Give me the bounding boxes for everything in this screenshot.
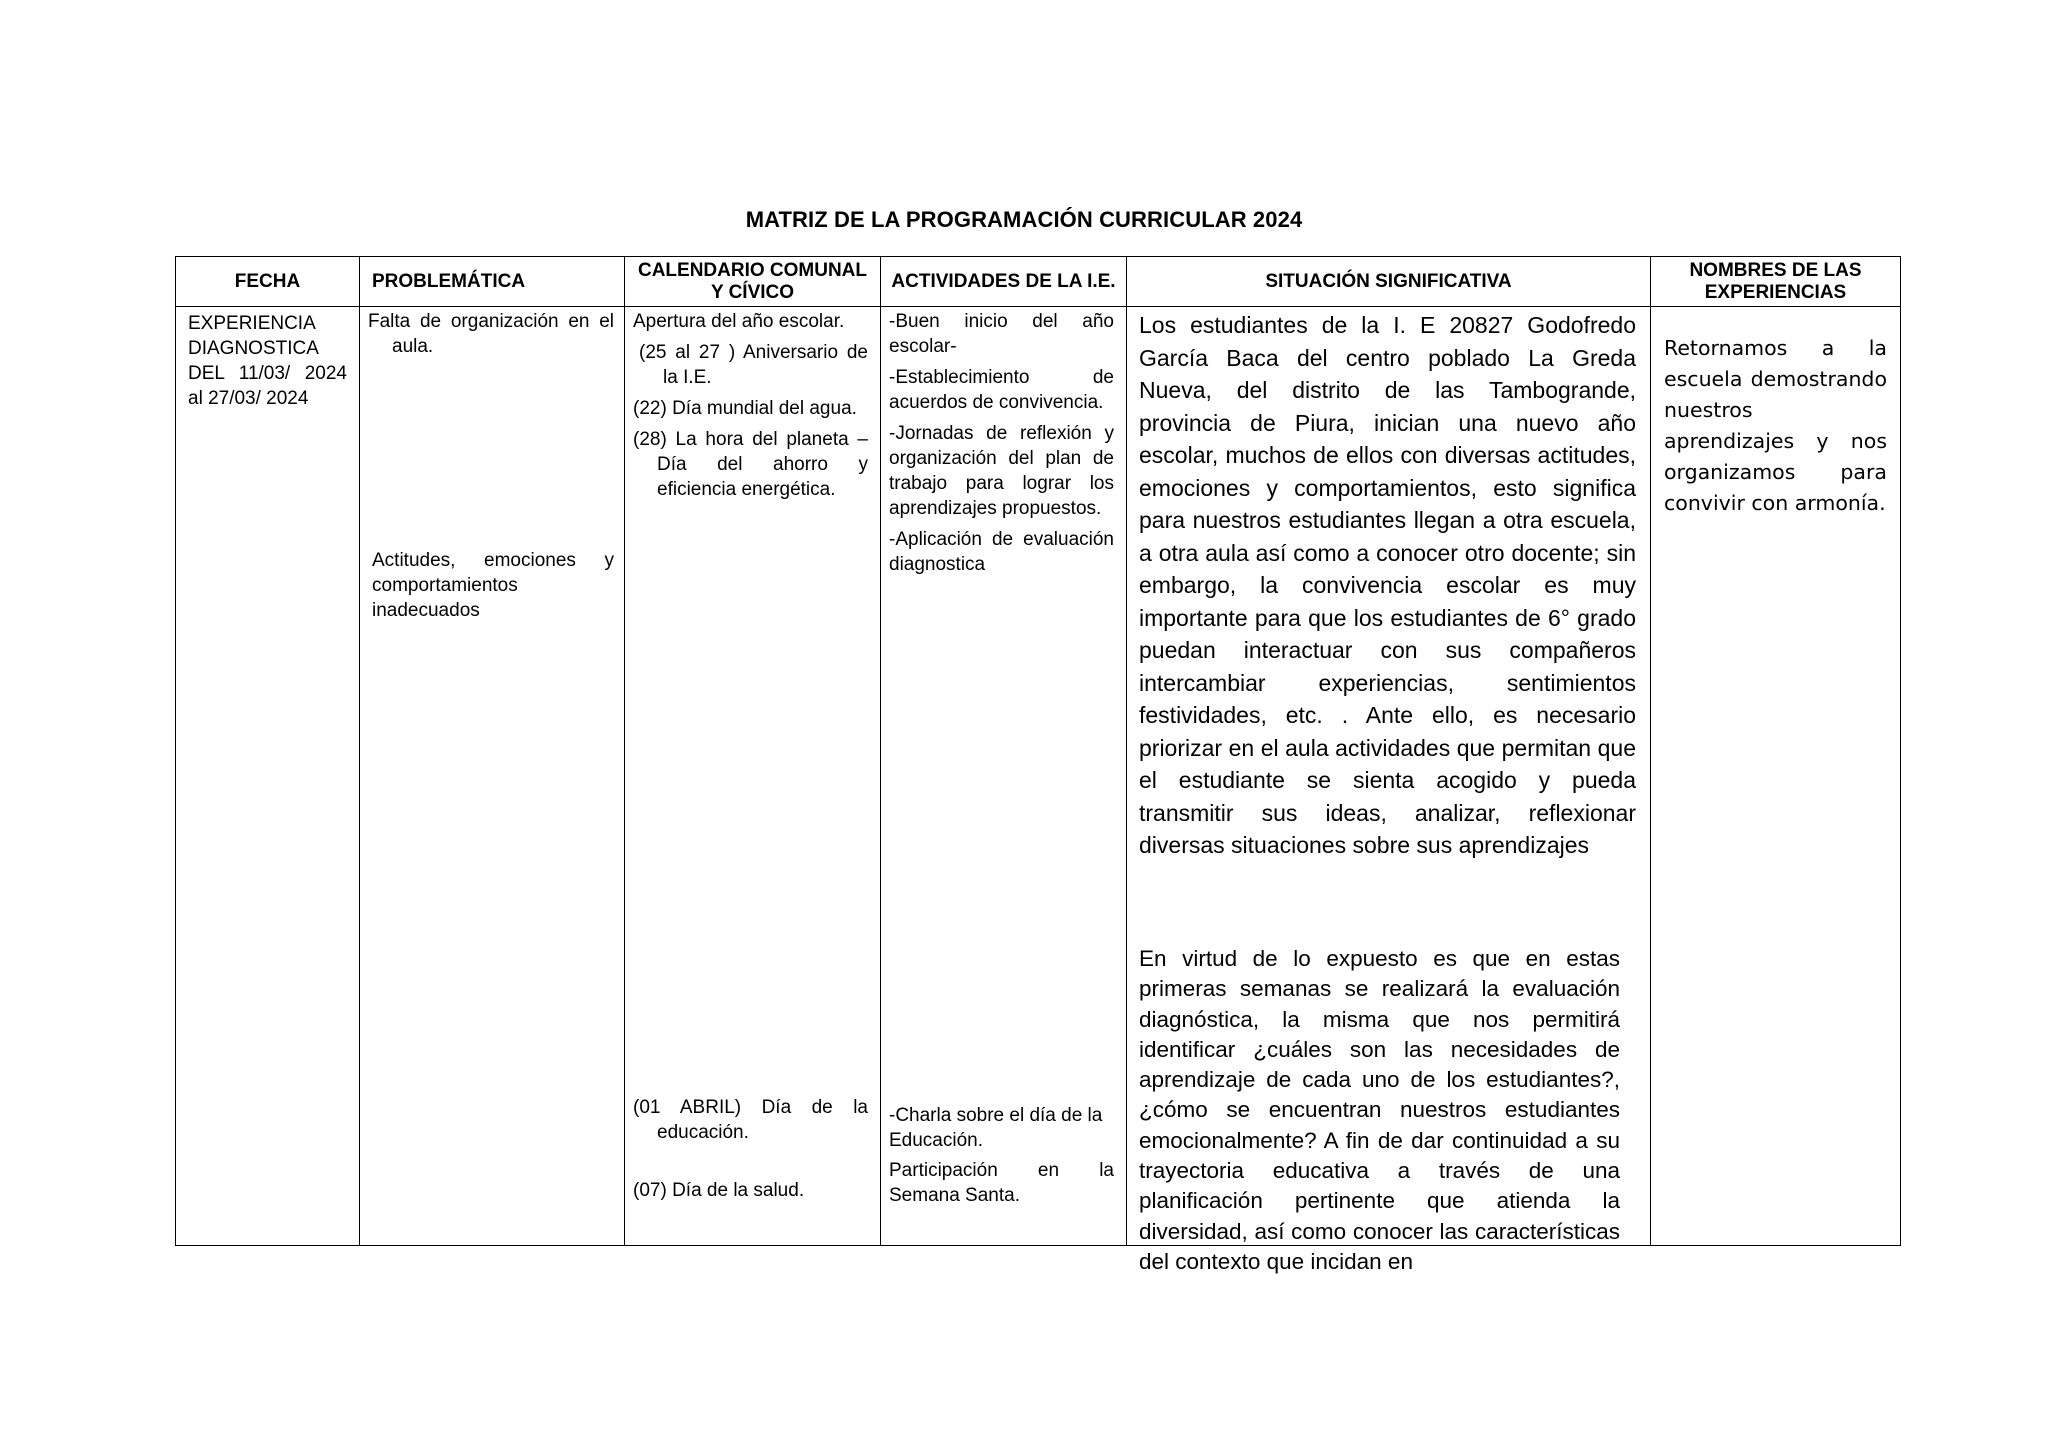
actividad-item: -Charla sobre el día de la Educación.: [889, 1105, 1103, 1151]
header-fecha: FECHA: [176, 257, 360, 307]
cell-calendario: [625, 307, 881, 1246]
actividades-list-top: [889, 309, 1114, 583]
actividad-item: -Establecimiento de acuerdos de convivencia.: [889, 367, 1114, 413]
calendario-item: Apertura del año escolar.: [633, 311, 845, 332]
actividad-item: -Jornadas de reflexión y organización del plan de trabajo para lograr los aprendizajes propuestos.: [889, 423, 1114, 519]
problematica-item: Falta de organización en el aula.: [368, 311, 614, 357]
header-calendario: CALENDARIO COMUNAL Y CÍVICO: [625, 257, 881, 307]
calendario-item: (07) Día de la salud.: [633, 1180, 805, 1201]
calendario-item: (22) Día mundial del agua.: [633, 398, 857, 419]
actividad-item: -Buen inicio del año escolar-: [889, 311, 1114, 357]
fecha-text: EXPERIENCIA DIAGNOSTICA DEL 11/03/ 2024 al 27/03/ 2024: [188, 313, 347, 409]
situacion-paragraph: Los estudiantes de la I. E 20827 Godofredo García Baca del centro poblado La Greda Nueva, del distrito de las Tambogrande, provincia de Piura, inician una nuevo año escolar, muchos de ellos con diversas actitudes, emociones y comportamientos, esto significa para nuestros estudiantes llegan a otra escuela, a otra aula así como a conocer otro docente; sin embargo, la convivencia escolar es muy importante para que los estudiantes de 6° grado puedan interactuar con sus compañeros intercambiar experiencias, sentimientos festividades, etc. . Ante ello, es necesario priorizar en el aula actividades que permitan que el estudiante se sienta acogido y pueda transmitir sus ideas, analizar, reflexionar diversas situaciones sobre sus aprendizajes: [1139, 312, 1636, 858]
cell-nombres: [1651, 307, 1901, 1246]
problematica-item: Actitudes, emociones y comportamientos inadecuados: [372, 550, 614, 621]
actividad-item: -Aplicación de evaluación diagnostica: [889, 529, 1114, 575]
calendario-item: (28) La hora del planeta – Día del ahorro y eficiencia energética.: [633, 429, 868, 500]
cell-situacion: [1127, 307, 1651, 1274]
header-actividades: ACTIVIDADES DE LA I.E.: [881, 257, 1127, 307]
table-row: [176, 307, 1901, 1246]
experiencia-nombre: Retornamos a la escuela demostrando nuestros aprendizajes y nos organizamos para convivir con armonía.: [1664, 336, 1887, 515]
curricular-matrix-table: [175, 256, 1901, 1274]
header-nombres: NOMBRES DE LAS EXPERIENCIAS: [1651, 257, 1901, 307]
actividad-item: Participación en la Semana Santa.: [889, 1160, 1114, 1206]
header-situacion: SITUACIÓN SIGNIFICATIVA: [1127, 257, 1651, 307]
cell-actividades: [881, 307, 1127, 1246]
cell-problematica: [360, 307, 625, 1246]
calendario-item: (25 al 27 ) Aniversario de la I.E.: [639, 342, 868, 388]
calendario-list-top: [633, 309, 868, 508]
header-problematica: PROBLEMÁTICA: [360, 257, 625, 307]
cell-fecha: [176, 307, 360, 1246]
situacion-paragraph: En virtud de lo expuesto es que en estas primeras semanas se realizará la evaluación diagnóstica, la misma que nos permitirá identificar ¿cuáles son las necesidades de aprendizaje de cada uno de los estudiantes?,¿cómo se encuentran nuestros estudiantes emocionalmente? A fin de dar continuidad a su trayectoria educativa a través de una planificación pertinente que atienda la diversidad, así como conocer las características del contexto que incidan en: [1139, 946, 1620, 1274]
document-title: MATRIZ DE LA PROGRAMACIÓN CURRICULAR 2024: [745, 207, 1303, 232]
calendario-item: (01 ABRIL) Día de la educación.: [633, 1097, 868, 1143]
table-header-row: [176, 257, 1901, 307]
